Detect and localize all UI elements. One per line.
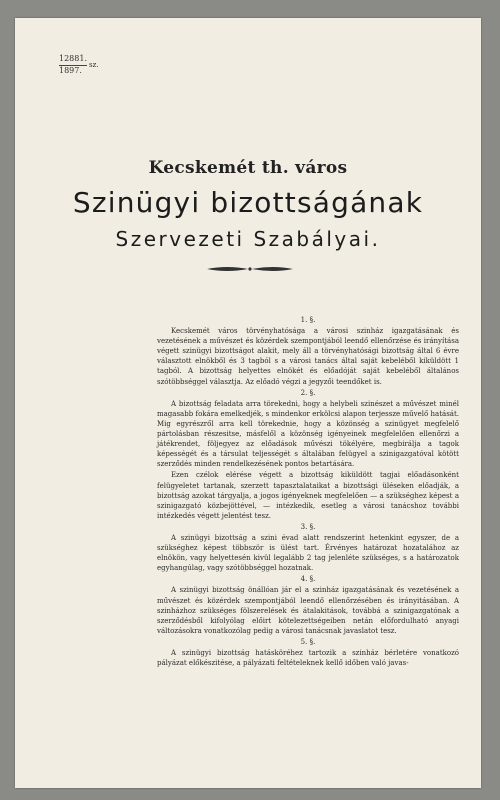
section-paragraph: A szinügyi bizottság hatásköréhez tartozik a szinház bérletére vonatkozó pályázat előkészitése, a pályázati feltételeknek kellő időben való javas- <box>157 649 459 668</box>
section-heading: 2. §. <box>300 388 316 397</box>
section-paragraph: A szinügyi bizottság a szini évad alatt rendszerint hetenkint egyszer, de a szükséghez képest többször is ülést tart. Érvényes határozat hozatalához az elnökön, vagy helyettesén kivül legalább 2 tag jelenléte szükséges, s a határozatok egyhangúlag, vagy szótöbbséggel hozatnak. <box>157 533 459 573</box>
document-title-line1: Kecskemét th. város <box>148 158 348 178</box>
reference-suffix: sz. <box>89 61 99 69</box>
ornament-divider-icon <box>205 264 295 274</box>
section-heading: 1. §. <box>300 316 316 324</box>
reference-year: 1897. <box>59 66 82 75</box>
document-title-line3: Szervezeti Szabályai. <box>115 227 381 251</box>
document-title-line2: Szinügyi bizottságának <box>72 186 424 219</box>
section-heading: 5. §. <box>300 637 316 646</box>
reference-number <box>59 54 99 76</box>
section-paragraph: Ezen czélok elérése végett a bizottság kiküldött tagjai előadásonként felügyeletet tartanak, szerzett tapasztalataikat a bizottsági üléseken előadják, a bizottság azokat tárgyalja, a jogos igényeknek megfelelően — a szükséghez képest a szinigazgató közbejöttével, — intézkedik, esetleg a városi tanácshoz további intézkedés végett jelentést tesz. <box>157 471 459 520</box>
section-paragraph: A szinügyi bizottság önállóan jár el a szinház igazgatásának és vezetésének a művészet és közérdek szempontjából leendő ellenőrzésében és irányitásában. A szinházhoz szükséges fölszerelések és átalakitások, továbbá a szinigazgatónak a szerződésből kifolyólag előirt kötelezettségeiben netán előfordulható anyagi változásokra vonatkozólag pedig a városi tanácsnak javaslatot tesz. <box>157 586 459 635</box>
section-heading: 4. §. <box>300 575 316 584</box>
section-heading: 3. §. <box>300 522 316 531</box>
document-page <box>15 18 481 788</box>
section-paragraph: Kecskemét város törvényhatósága a városi szinház igazgatásának és vezetésének a művészet és közérdek szempontjából leendő ellenőrzése és irányítása végett szinügyi bizottságot alakit, mely áll a törvényhatósági bizottság által 6 évre választott elnökből és 3 tagból s a városi tanács által saját kebeléből kiküldött 1 tagból. A bizottság helyettes elnökét és előadóját saját kebeléből általános szótöbbséggel választja. Az előadó végzi a jegyzői teendőket is. <box>157 327 459 386</box>
document-body <box>157 314 459 668</box>
section-paragraph: A bizottság feladata arra törekedni, hogy a helybeli szinészet a művészet minél magasabb fokára emelkedjék, s mindenkor erkölcsi alapon terjessze művelő hatását. Mig egyrészről arra kell törekednie, hogy a közönség a szinügyet megfelelő pártolásban részesitse, másfelől a közönség igényeinek megfelelően ellenőrzi a játékrendet, följegyez az előadások művészi tökélyére, megbirálja a tagok képességét és a társulat teljességét s általában felügyel a szinigazgatóval kötött szerződés minden rendelkezésének pontos betartására. <box>157 399 459 469</box>
reference-number-value: 12881. <box>59 54 87 66</box>
